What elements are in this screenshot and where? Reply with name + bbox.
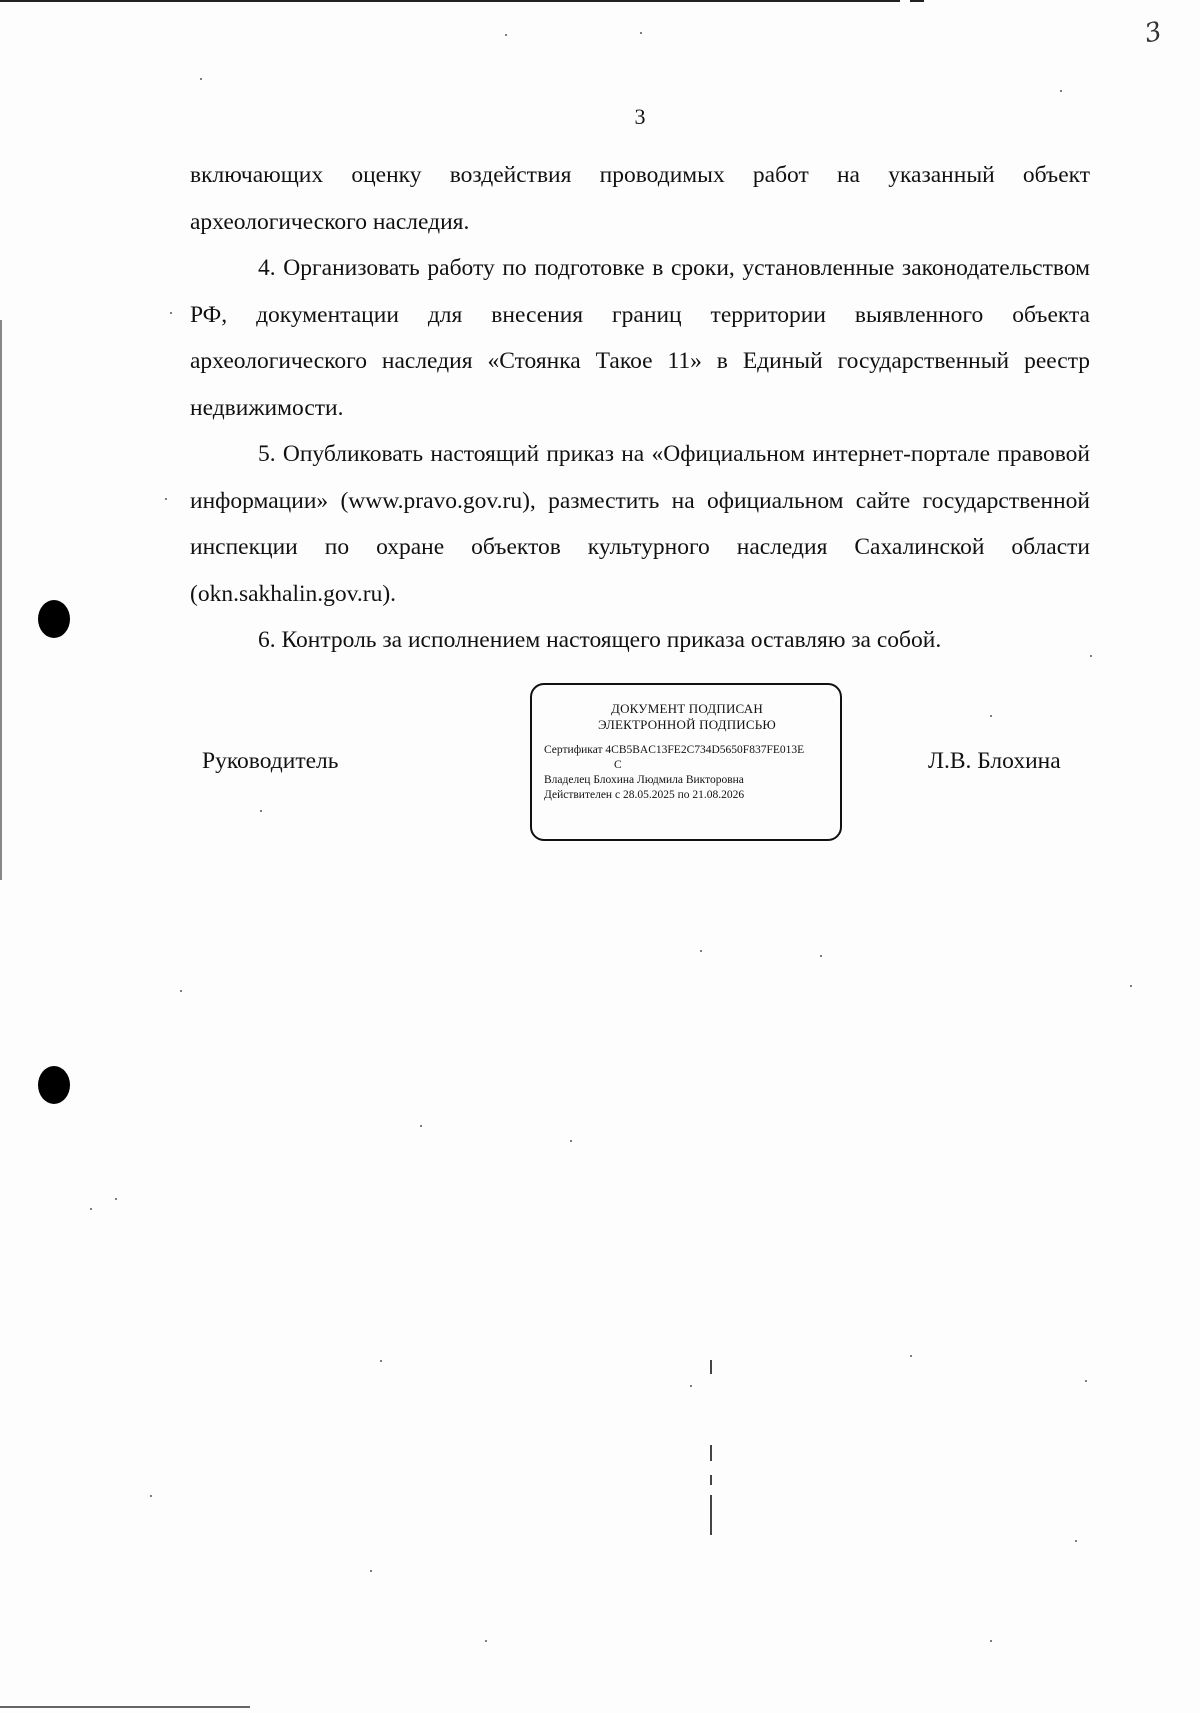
scan-speck bbox=[115, 1198, 117, 1200]
scan-speck bbox=[990, 1640, 992, 1642]
scan-speck bbox=[170, 312, 172, 314]
signer-name: Л.В. Блохина bbox=[928, 748, 1061, 774]
paragraph-item-4: 4. Организовать работу по подготовке в сроки, установленные законодательством РФ, документации для внесения границ территории выявленного объекта археологического наследия «Стоянка Такое 11» в Единый государственный реестр недвижимости. bbox=[190, 255, 1090, 421]
scan-speck bbox=[180, 990, 182, 992]
scan-speck bbox=[370, 1570, 372, 1572]
scan-speck bbox=[200, 78, 202, 80]
scan-speck bbox=[260, 810, 262, 812]
electronic-signature-stamp bbox=[530, 683, 842, 841]
punch-hole-upper bbox=[38, 600, 70, 638]
scan-speck bbox=[820, 955, 822, 957]
scan-speck bbox=[1130, 985, 1132, 987]
scan-bottom-edge-line bbox=[0, 1706, 250, 1708]
paragraph-continuation: включающих оценку воздействия проводимых работ на указанный объект археологического наследия. bbox=[190, 162, 1090, 235]
scan-speck bbox=[1060, 90, 1062, 92]
handwritten-page-mark: 3 bbox=[1142, 16, 1165, 50]
scan-fold-mark bbox=[710, 1360, 712, 1374]
scan-speck bbox=[90, 1208, 92, 1210]
scan-fold-mark bbox=[710, 1445, 712, 1461]
scan-speck bbox=[1090, 655, 1092, 657]
scan-speck bbox=[150, 1495, 152, 1497]
stamp-title-line-2: ЭЛЕКТРОННОЙ ПОДПИСЬЮ bbox=[598, 717, 776, 732]
scan-top-edge-mark bbox=[910, 0, 924, 2]
stamp-certificate: Сертификат 4CB5BAC13FE2C734D5650F837FE013E bbox=[544, 744, 805, 756]
scan-fold-mark bbox=[710, 1495, 712, 1535]
scan-speck bbox=[700, 950, 702, 952]
scan-speck bbox=[910, 1355, 912, 1357]
document-body bbox=[190, 152, 1090, 664]
scan-speck bbox=[690, 1385, 692, 1387]
signer-position: Руководитель bbox=[202, 748, 339, 774]
scan-speck bbox=[640, 32, 642, 34]
scan-speck bbox=[485, 1640, 487, 1642]
paragraph-item-6: 6. Контроль за исполнением настоящего приказа оставляю за собой. bbox=[258, 627, 942, 653]
scan-speck bbox=[165, 498, 167, 500]
punch-hole-lower bbox=[38, 1066, 70, 1104]
stamp-certificate-tail: C bbox=[614, 759, 622, 771]
stamp-validity: Действителен с 28.05.2025 по 21.08.2026 bbox=[544, 789, 745, 801]
scan-speck bbox=[420, 1125, 422, 1127]
stamp-title-line-1: ДОКУМЕНТ ПОДПИСАН bbox=[611, 701, 763, 716]
scan-speck bbox=[1075, 1540, 1077, 1542]
page-number: 3 bbox=[634, 104, 646, 129]
scan-speck bbox=[990, 715, 992, 717]
paragraph-item-5: 5. Опубликовать настоящий приказ на «Официальном интернет-портале правовой информации» (www.pravo.gov.ru), разместить на официальном сайте государственной инспекции по охране объектов культурного наследия Сахалинской области (okn.sakhalin.gov.ru). bbox=[190, 441, 1090, 607]
scan-speck bbox=[1085, 1380, 1087, 1382]
scan-speck bbox=[570, 1140, 572, 1142]
scan-top-edge-line bbox=[0, 0, 900, 2]
scan-left-edge-shadow bbox=[0, 320, 2, 880]
scan-speck bbox=[380, 1360, 382, 1362]
scan-speck bbox=[505, 34, 507, 36]
scan-fold-mark bbox=[710, 1475, 712, 1485]
stamp-owner: Владелец Блохина Людмила Викторовна bbox=[544, 774, 744, 786]
